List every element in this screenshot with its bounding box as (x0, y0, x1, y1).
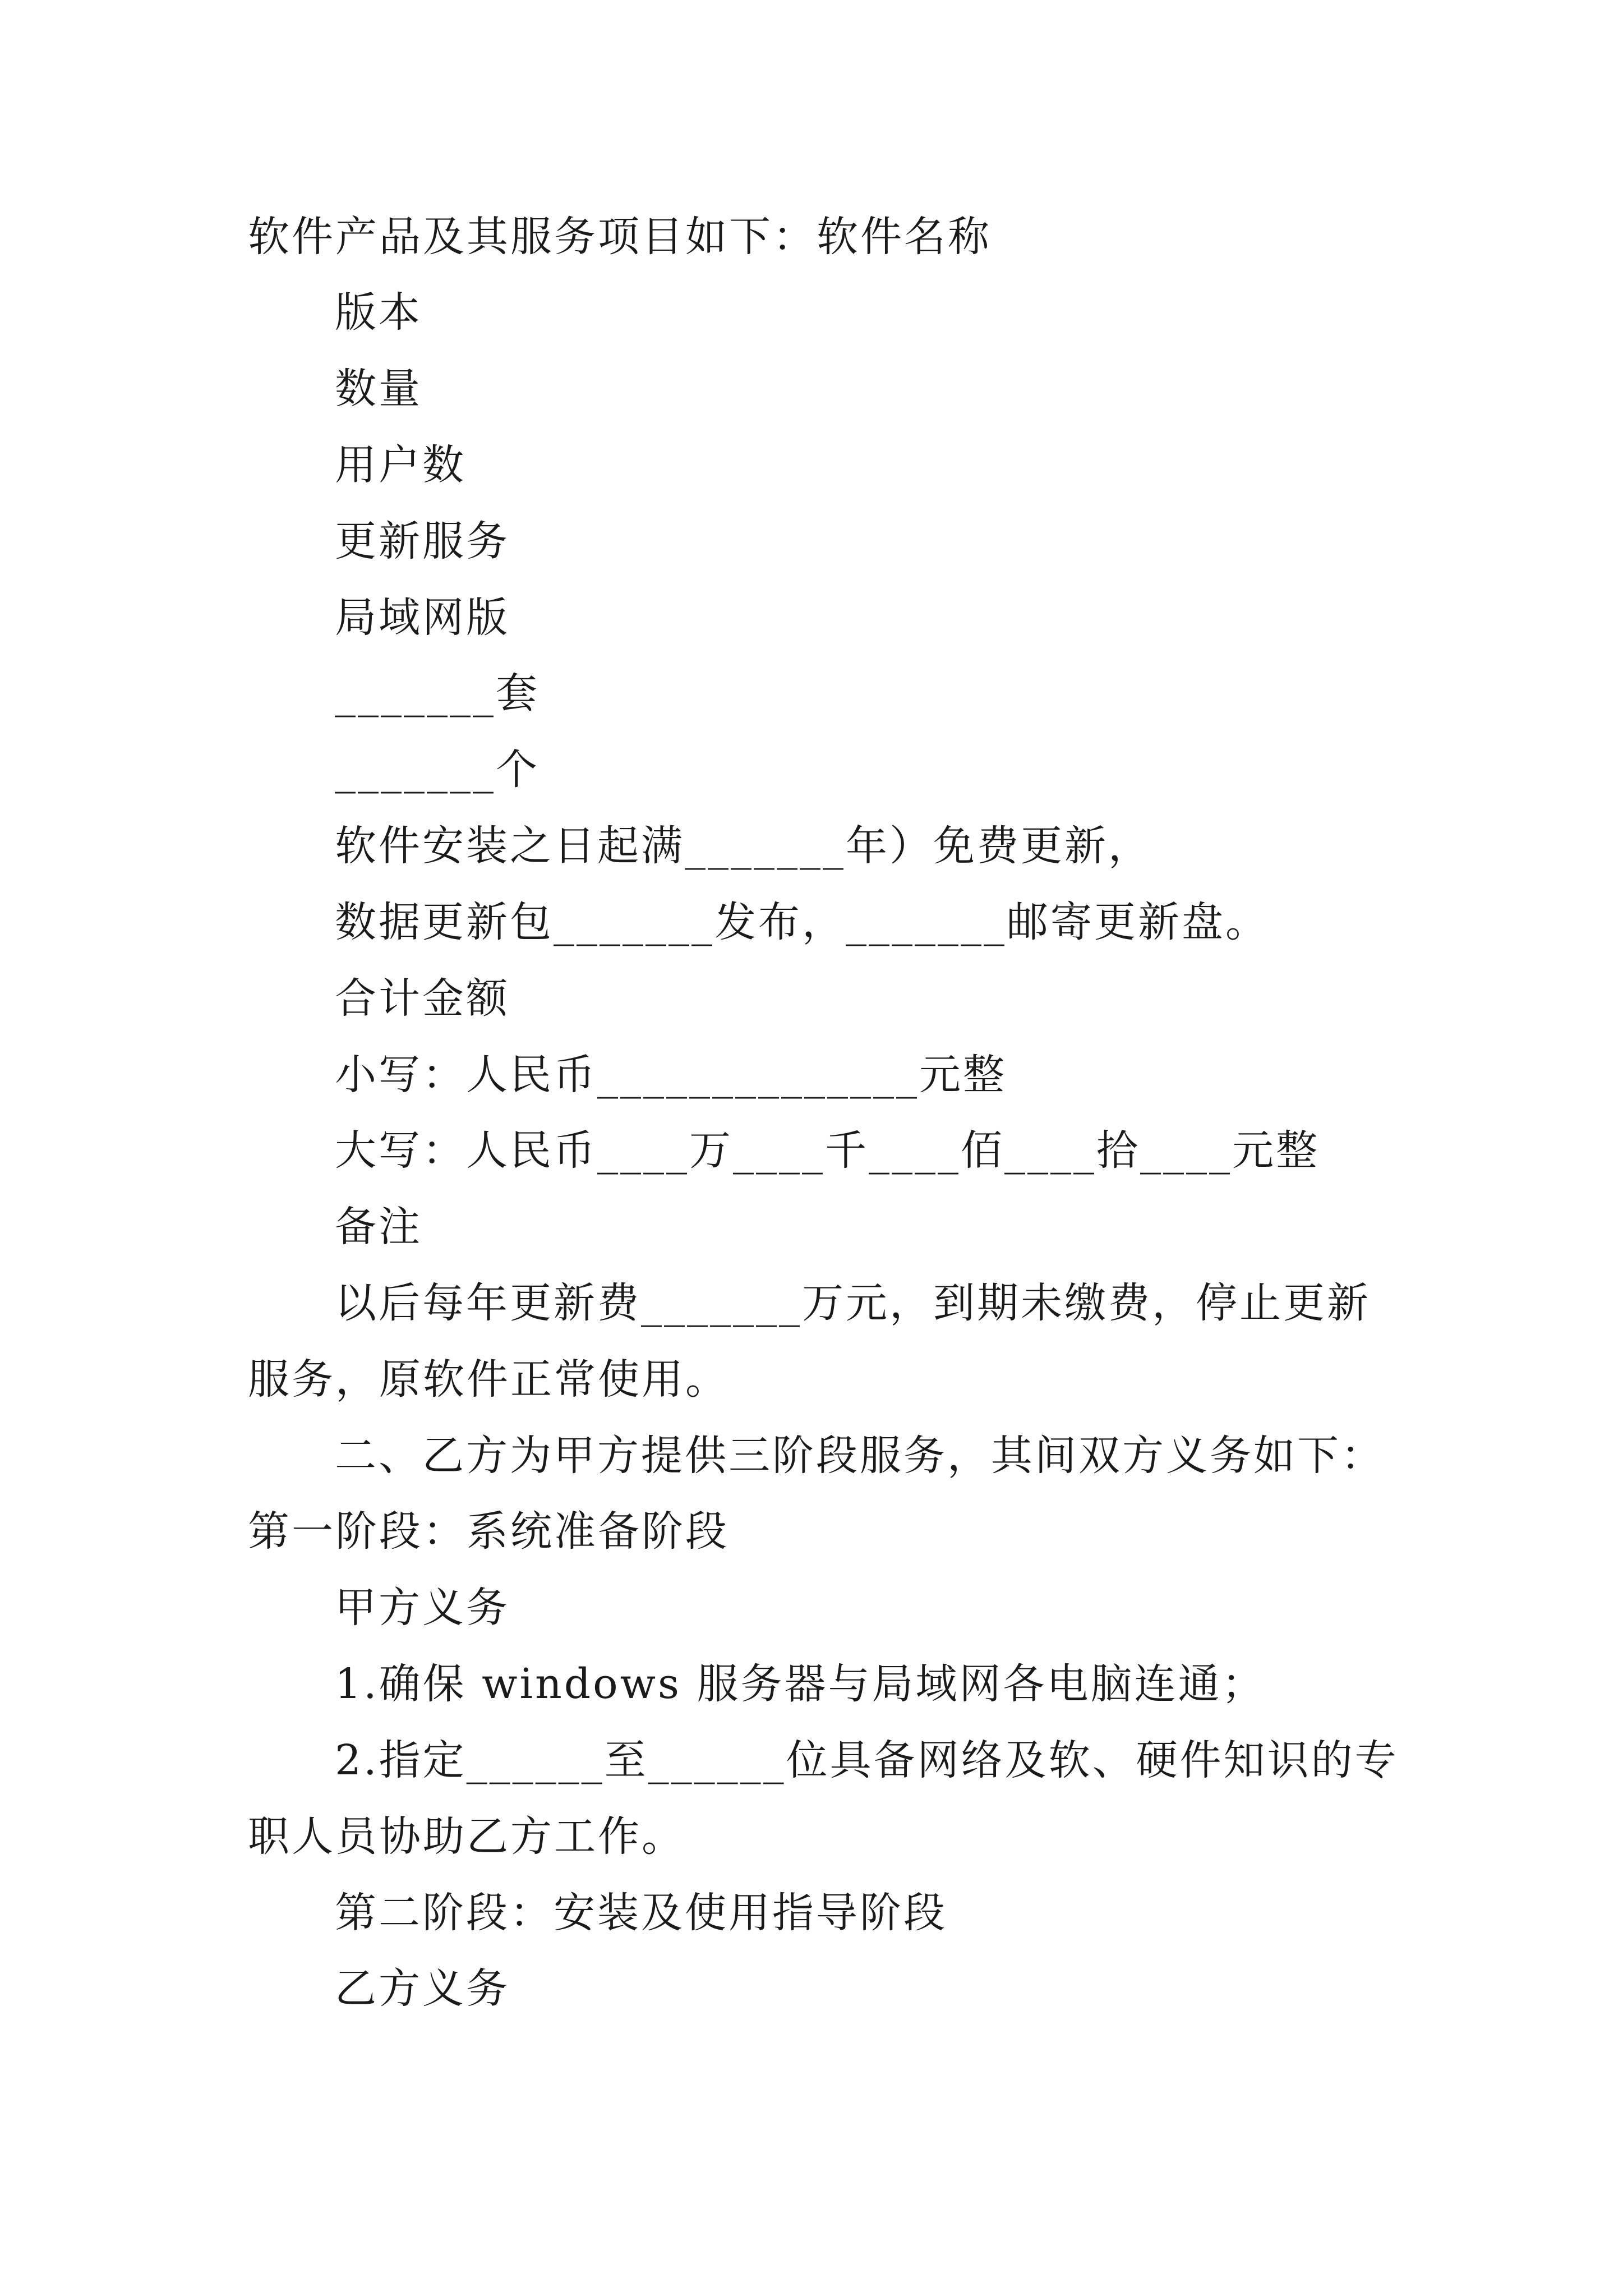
user-count-label: 用户数 (335, 441, 466, 489)
update-service-label: 更新服务 (335, 517, 510, 565)
amount-in-words: 大写：人民币____万____千____佰____拾____元整 (335, 1126, 1320, 1175)
duty-item-2: 2.指定______至______位具备网络及软、硬件知识的专 (335, 1736, 1399, 1784)
lan-edition-label: 局域网版 (335, 593, 510, 642)
free-update-clause: 软件安装之日起满_______年）免费更新， (335, 822, 1152, 870)
total-amount-label: 合计金额 (335, 974, 510, 1023)
users-blank: _______个 (335, 746, 540, 794)
annual-fee-clause-cont: 服务，原软件正常使用。 (248, 1355, 729, 1404)
phase-two-heading: 第二阶段：安装及使用指导阶段 (335, 1889, 947, 1937)
duty-item-2-cont: 职人员协助乙方工作。 (248, 1812, 685, 1861)
remarks-label: 备注 (335, 1203, 422, 1251)
party-b-duties-label: 乙方义务 (335, 1964, 510, 2013)
amount-in-figures: 小写：人民币______________元整 (335, 1051, 1007, 1099)
data-update-clause: 数据更新包_______发布，_______邮寄更新盘。 (335, 898, 1269, 946)
version-label: 版本 (335, 288, 422, 337)
duty-item-1: 1.确保 windows 服务器与局域网各电脑连通； (335, 1660, 1266, 1708)
sets-blank: _______套 (335, 669, 540, 717)
section-two-heading: 二、乙方为甲方提供三阶段服务，其间双方义务如下： (335, 1432, 1385, 1480)
phase-one-heading: 第一阶段：系统准备阶段 (248, 1507, 729, 1556)
annual-fee-clause: 以后每年更新费_______万元，到期未缴费，停止更新 (335, 1279, 1371, 1327)
software-list-heading: 软件产品及其服务项目如下：软件名称 (248, 213, 992, 261)
quantity-label: 数量 (335, 365, 422, 413)
party-a-duties-label: 甲方义务 (335, 1584, 510, 1632)
